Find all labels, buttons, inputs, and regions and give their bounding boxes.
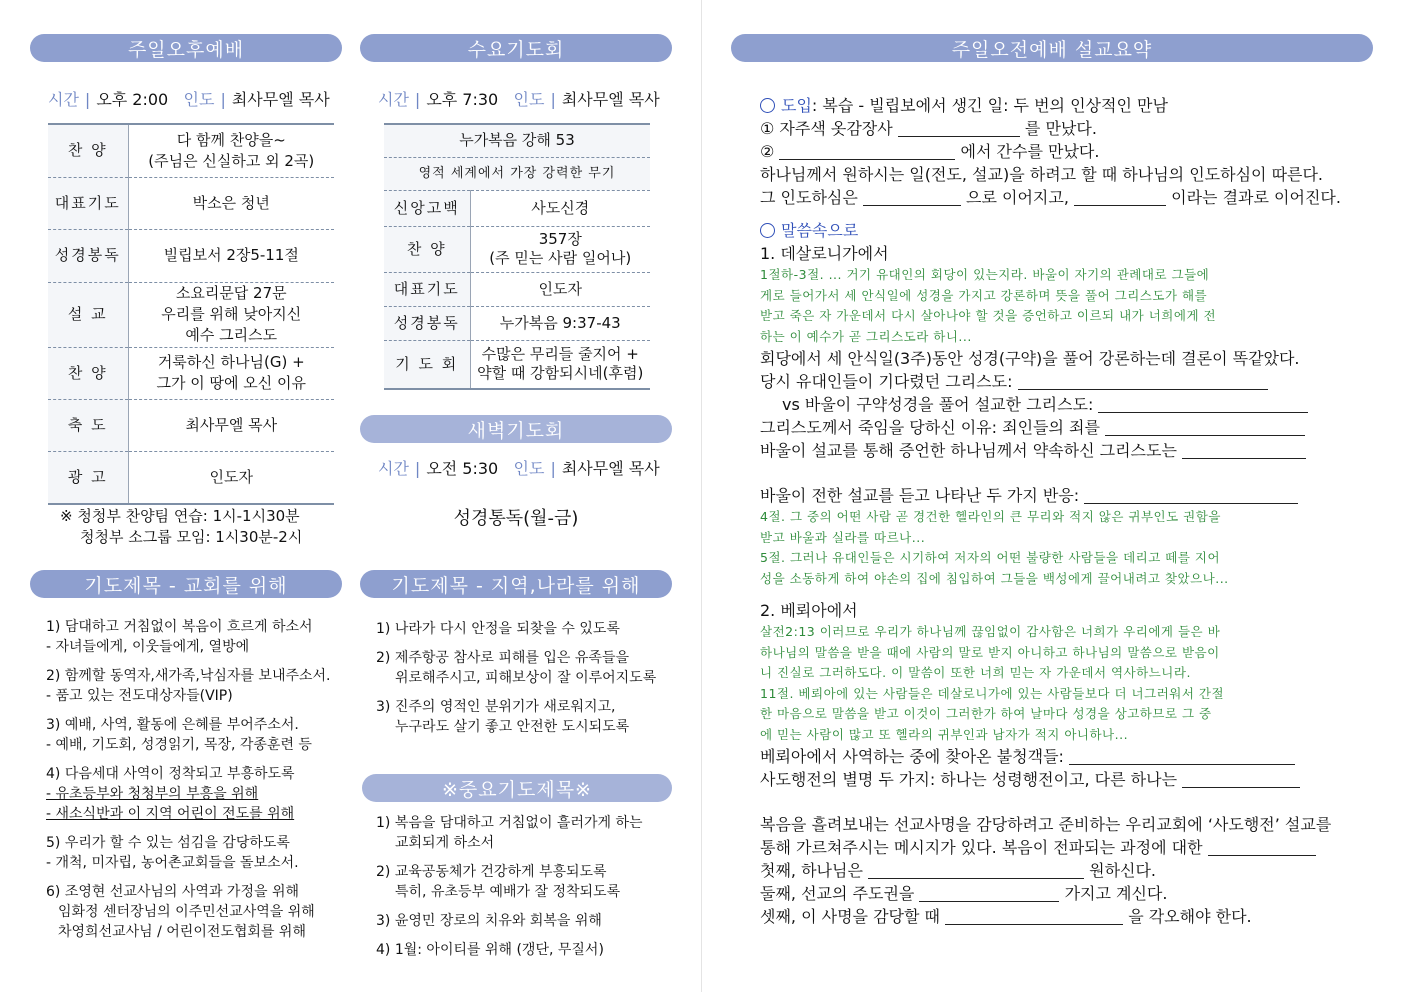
list-item: 6) 조영현 선교사님의 사역과 가정을 위해 임화정 센터장님의 이주민선교사역을 위해 차영희선교사님 / 어린이전도협회를 위해 xyxy=(46,884,315,940)
fill-blank xyxy=(1182,442,1306,459)
time-value: 오전 5:30 xyxy=(426,459,499,478)
row-label: 설 교 xyxy=(48,282,128,347)
list-item: 4) 1월: 아이티를 위해 (갱단, 무질서) xyxy=(376,942,604,958)
row-value: 수많은 무리들 줄지어 + 약할 때 강함되시네(후렴) xyxy=(477,345,644,383)
fill-blank xyxy=(898,120,1020,137)
sunday-pm-meta: 시간 | 오후 2:00 인도 | 최사무엘 목사 xyxy=(48,90,330,109)
table-row xyxy=(48,451,334,504)
time-value: 오후 7:30 xyxy=(426,90,499,109)
table-row xyxy=(384,272,650,306)
fill-blank xyxy=(1074,189,1166,206)
prayer-nation-list xyxy=(376,619,676,746)
table-row xyxy=(48,124,334,177)
list-item: 5) 우리가 할 수 있는 섬김을 감당하도록 - 개척, 미자립, 농어촌교회들을 돌보소서. xyxy=(46,835,299,871)
row-value: 다 함께 찬양을~ (주님은 신실하고 외 2곡) xyxy=(148,130,315,170)
list-item: 1) 복음을 담대하고 거침없이 흘러가게 하는 교회되게 하소서 xyxy=(376,815,643,851)
list-item: 3) 진주의 영적인 분위기가 새로워지고, 누구라도 살기 좋고 안전한 도시되도록 xyxy=(376,699,630,735)
sermon-summary: 도입: 복습 - 빌립보에서 생긴 일: 두 번의 인상적인 만남 ① 자주색 옷감장사 를 만났다. ② 에서 간수를 만났다. 하나님께서 원하시는 일(전도, 설교)을 하려고 할 때 하나님의 인도하심이 따른다. 그 인도하심은 으로 이어지고, 이라는 결과로 이어진다. 말씀속으로 1. 데살로니가에서 1절하-3절. ... 거기 유대인의 회당이 있는지라. 바울이 자기의 관례대로 그들에 게로 들어가서 세 안식일에 성경을 가지고 강론하며 뜻을 풀어 그리스도가 해를 받고 죽은 자 가운데서 다시 살아나야 할 것을 증언하고 이르되 내가 너희에게 전 하는 이 예수가 곧 그리스도라 하니... 회당에서 세 안식일(3주)동안 성경(구약)을 풀어 강론하는데 결론이 똑같았다. 당시 유대인들이 기다렸던 그리스도: vs 바울이 구약성경을 풀어 설교한 그리스도: 그리스도께서 죽임을 당하신 이유: 죄인들의 죄를 바울이 설교를 통해 증언한 하나님께서 약속하신 그리스도는 바울이 전한 설교를 듣고 나타난 두 가지 반응: 4절. 그 중의 어떤 사람 곧 경건한 헬라인의 큰 무리와 적지 않은 귀부인도 권함을 받고 바울과 실라를 따르나... 5절. 그러나 유대인들은 시기하여 저자의 어떤 불량한 사람들을 데리고 떼를 지어 성을 소동하게 하여 야손의 집에 침입하여 그들을 백성에게 끌어내려고 찾았으나... 2. 베뢰아에서 살전2:13 이러므로 우리가 하나님께 끊임없이 감사함은 너희가 우리에게 들은 바 하나님의 말씀을 받을 때에 사람의 말로 받지 아니하고 하나님의 말씀으로 받음이 니 진실로 그러하도다. 이 말씀이 또한 너희 믿는 자 가운데서 역사하느니라. 11절. 베뢰아에 있는 사람들은 데살로니가에 있는 사람들보다 더 너그러워서 간절 한 마음으로 말씀을 받고 이것이 그러한가 하여 날마다 성경을 상고하므로 그 중 에 믿는 사람이 많고 또 헬라의 귀부인과 남자가 적지 아니하나... 베뢰아에서 사역하는 중에 찾아온 불청객들: 사도행전의 별명 두 가지: 하나는 성령행전이고, 다른 하나는 복음을 흘려보내는 선교사명을 감당하려고 준비하는 우리교회에 ‘사도행전’ 설교를 통해 가르쳐주시는 메시지가 있다. 복음이 전파되는 과정에 대한 첫째, 하나님은 원하신다. 둘째, 선교의 주도권을 가지고 계신다. 셋째, 이 사명을 감당할 때 을 각오해야 한다. xyxy=(760,96,1341,926)
list-item: 2) 함께할 동역자,새가족,낙심자를 보내주소서. - 품고 있는 전도대상자들(VIP) xyxy=(46,668,331,704)
word-heading: 말씀속으로 xyxy=(760,219,1340,242)
fill-blank xyxy=(868,862,1084,879)
row-label: 찬 양 xyxy=(48,347,128,399)
table-row xyxy=(384,190,650,226)
wednesday-meta: 시간 | 오후 7:30 인도 | 최사무엘 목사 xyxy=(378,90,660,109)
prayer-important-title: ※중요기도제목※ xyxy=(362,774,672,802)
table-row xyxy=(48,347,334,399)
list-item: 3) 예배, 사역, 활동에 은혜를 부어주소서. - 예배, 기도회, 성경읽기, 목장, 각종훈련 등 xyxy=(46,717,312,753)
row-label: 광 고 xyxy=(48,451,128,504)
fill-blank xyxy=(863,189,961,206)
table-row xyxy=(384,226,650,272)
sermon-title: 주일오전예배 설교요약 xyxy=(731,34,1373,62)
row-value: 사도신경 xyxy=(531,198,590,217)
fill-blank xyxy=(1098,396,1308,413)
wednesday-table xyxy=(384,123,650,390)
prayer-nation-title: 기도제목 - 지역,나라를 위해 xyxy=(360,570,672,598)
page-divider xyxy=(701,0,702,992)
note-line: 청청부 소그룹 모임: 1시30분-2시 xyxy=(80,528,303,546)
table-row xyxy=(384,157,650,190)
verse-block: 4절. 그 중의 어떤 사람 곧 경건한 헬라인의 큰 무리와 적지 않은 귀부인도 권함을 받고 바울과 실라를 따르나... 5절. 그러나 유대인들은 시기하여 저자의 어떤 불량한 사람들을 데리고 떼를 지어 성을 소동하게 하여 야손의 집에 침입하여 그들을 백성에게 끌어내려고 찾았으나... xyxy=(760,509,1229,586)
fill-blank xyxy=(1069,748,1295,765)
list-item: 4) 다음세대 사역이 정착되고 부흥하도록 - 유초등부와 청청부의 부흥을 위해 - 새소식반과 이 지역 어린이 전도를 위해 xyxy=(46,766,295,822)
circle-bullet-icon xyxy=(760,223,775,238)
fill-blank xyxy=(1208,839,1316,856)
row-label: 대표기도 xyxy=(48,177,128,229)
fill-blank xyxy=(1105,419,1305,436)
intro-line: 도입: 복습 - 빌립보에서 생긴 일: 두 번의 인상적인 만남 xyxy=(760,94,1340,117)
row-value: 소요리문답 27문 우리를 위해 낮아지신 예수 그리스도 xyxy=(161,284,302,344)
lead-value: 최사무엘 목사 xyxy=(231,90,330,109)
row-value: 인도자 xyxy=(209,467,253,486)
prayer-church-list xyxy=(46,617,346,951)
time-label: 시간 xyxy=(48,90,79,109)
row-value: 357장 (주 믿는 사람 일어나) xyxy=(489,230,632,267)
sermon-series: 누가복음 강해 53 xyxy=(384,124,650,157)
table-row xyxy=(48,399,334,451)
row-value: 거룩하신 하나님(G) + 그가 이 땅에 오신 이유 xyxy=(156,353,306,392)
prayer-church-title: 기도제목 - 교회를 위해 xyxy=(30,570,342,598)
verse-block: 1절하-3절. ... 거기 유대인의 회당이 있는지라. 바울이 자기의 관례대로 그들에 게로 들어가서 세 안식일에 성경을 가지고 강론하며 뜻을 풀어 그리스도가 해를 받고 죽은 자 가운데서 다시 살아나야 할 것을 증언하고 이르되 내가 너희에게 전 하는 이 예수가 곧 그리스도라 하니... xyxy=(760,267,1217,344)
list-item: 2) 교육공동체가 건강하게 부흥되도록 특히, 유초등부 예배가 잘 정착되도록 xyxy=(376,864,621,900)
sunday-pm-notes xyxy=(60,506,302,548)
row-value: 박소은 청년 xyxy=(192,193,270,212)
table-row xyxy=(384,306,650,340)
sunday-pm-title: 주일오후예배 xyxy=(30,34,342,62)
dawn-meta: 시간 | 오전 5:30 인도 | 최사무엘 목사 xyxy=(378,459,660,478)
dawn-content: 성경통독(월-금) xyxy=(453,508,579,529)
lead-label: 인도 xyxy=(513,90,545,109)
table-row xyxy=(384,340,650,389)
circle-bullet-icon xyxy=(760,98,775,113)
fill-blank xyxy=(779,143,955,160)
list-item: 3) 윤영민 장로의 치유와 회복을 위해 xyxy=(376,913,602,929)
table-row xyxy=(384,124,650,157)
lead-label: 인도 xyxy=(513,459,545,478)
row-value: 인도자 xyxy=(538,279,582,298)
dawn-title: 새벽기도회 xyxy=(360,415,672,443)
row-label: 성경봉독 xyxy=(384,306,470,340)
row-label: 신앙고백 xyxy=(384,190,470,226)
lead-value: 최사무엘 목사 xyxy=(561,459,660,478)
list-item: 1) 나라가 다시 안정을 되찾을 수 있도록 xyxy=(376,621,620,637)
row-value: 빌립보서 2장5-11절 xyxy=(163,246,299,264)
row-value: 누가복음 9:37-43 xyxy=(499,313,621,332)
sunday-pm-table xyxy=(48,123,334,505)
row-label: 성경봉독 xyxy=(48,229,128,282)
fill-blank xyxy=(1182,771,1300,788)
fill-blank xyxy=(945,908,1123,925)
note-line: ※ 청청부 찬양팀 연습: 1시-1시30분 xyxy=(60,507,300,525)
time-value: 오후 2:00 xyxy=(96,90,169,109)
fill-blank xyxy=(1018,373,1268,390)
fill-blank xyxy=(919,885,1059,902)
table-row xyxy=(48,177,334,229)
list-item: 1) 담대하고 거침없이 복음이 흐르게 하소서 - 자녀들에게, 이웃들에게, 열방에 xyxy=(46,619,313,655)
list-item: 2) 제주항공 참사로 피해를 입은 유족들을 위로해주시고, 피해보상이 잘 이루어지도록 xyxy=(376,650,657,686)
sermon-subtitle: 영적 세계에서 가장 강력한 무기 xyxy=(384,157,650,190)
row-label: 기 도 회 xyxy=(384,340,470,389)
table-row xyxy=(48,229,334,282)
prayer-important-list xyxy=(376,813,676,969)
lead-value: 최사무엘 목사 xyxy=(561,90,660,109)
time-label: 시간 xyxy=(378,90,409,109)
table-row xyxy=(48,282,334,347)
verse-block: 살전2:13 이러므로 우리가 하나님께 끊임없이 감사함은 너희가 우리에게 들은 바 하나님의 말씀을 받을 때에 사람의 말로 받지 아니하고 하나님의 말씀으로 받음이 니 진실로 그러하도다. 이 말씀이 또한 너희 믿는 자 가운데서 역사하느니라. 11절. 베뢰아에 있는 사람들은 데살로니가에 있는 사람들보다 더 너그러워서 간절 한 마음으로 말씀을 받고 이것이 그러한가 하여 날마다 성경을 상고하므로 그 중 에 믿는 사람이 많고 또 헬라의 귀부인과 남자가 적지 아니하나... xyxy=(760,624,1225,742)
row-label: 축 도 xyxy=(48,399,128,451)
row-label: 찬 양 xyxy=(48,124,128,177)
row-label: 대표기도 xyxy=(384,272,470,306)
row-label: 찬 양 xyxy=(384,226,470,272)
wednesday-title: 수요기도회 xyxy=(360,34,672,62)
fill-blank xyxy=(1084,487,1298,504)
time-label: 시간 xyxy=(378,459,409,478)
lead-label: 인도 xyxy=(183,90,215,109)
row-value: 최사무엘 목사 xyxy=(185,415,278,434)
